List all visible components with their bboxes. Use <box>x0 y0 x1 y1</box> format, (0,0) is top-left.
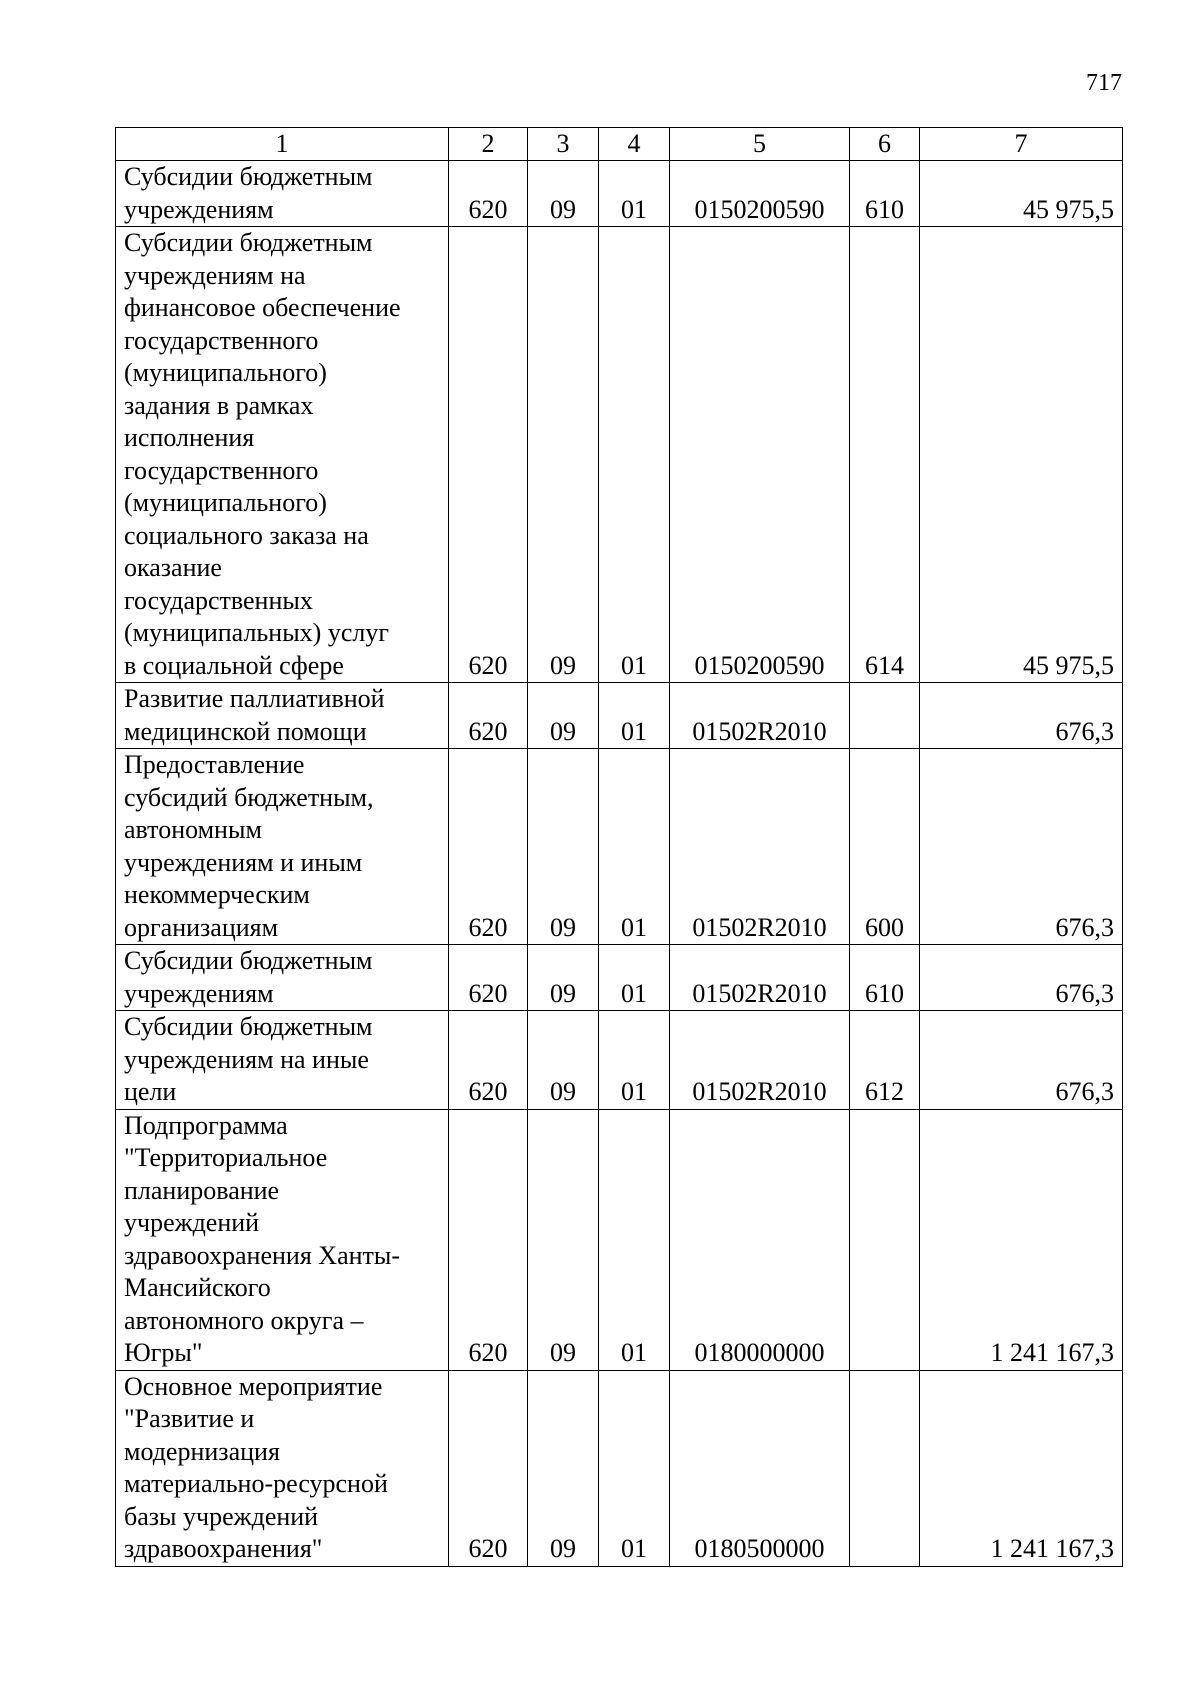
row-ved-code: 620 <box>449 1011 528 1110</box>
row-name: Развитие паллиативной медицинской помощи <box>116 683 449 749</box>
page-number: 717 <box>1086 70 1122 96</box>
row-name: Предоставление субсидий бюджетным, автономным учреждениям и иным некоммерческим организациям <box>116 749 449 945</box>
row-name: Подпрограмма "Территориальное планирование учреждений здравоохранения Ханты- Мансийского автономного округа – Югры" <box>116 1109 449 1370</box>
row-section-code: 09 <box>528 161 599 227</box>
table-row <box>116 1011 1123 1110</box>
table-row <box>116 945 1123 1011</box>
row-amount: 1 241 167,3 <box>920 1109 1123 1370</box>
row-expense-type: 610 <box>850 945 920 1011</box>
row-expense-type: 612 <box>850 1011 920 1110</box>
row-subsection-code: 01 <box>599 227 670 683</box>
column-header-2: 2 <box>449 128 528 161</box>
row-ved-code: 620 <box>449 749 528 945</box>
row-target-article: 01502R2010 <box>670 945 850 1011</box>
row-subsection-code: 01 <box>599 1011 670 1110</box>
row-amount: 676,3 <box>920 749 1123 945</box>
row-section-code: 09 <box>528 1370 599 1566</box>
table-row <box>116 161 1123 227</box>
row-subsection-code: 01 <box>599 1109 670 1370</box>
row-target-article: 0180500000 <box>670 1370 850 1566</box>
table-row <box>116 683 1123 749</box>
row-expense-type <box>850 1370 920 1566</box>
row-name: Субсидии бюджетным учреждениям <box>116 161 449 227</box>
row-ved-code: 620 <box>449 1370 528 1566</box>
table-row <box>116 1370 1123 1566</box>
row-subsection-code: 01 <box>599 161 670 227</box>
row-ved-code: 620 <box>449 945 528 1011</box>
row-section-code: 09 <box>528 945 599 1011</box>
column-header-1: 1 <box>116 128 449 161</box>
row-subsection-code: 01 <box>599 749 670 945</box>
budget-table <box>115 127 1123 1567</box>
row-ved-code: 620 <box>449 161 528 227</box>
row-section-code: 09 <box>528 683 599 749</box>
row-section-code: 09 <box>528 227 599 683</box>
table-row <box>116 749 1123 945</box>
row-expense-type: 600 <box>850 749 920 945</box>
row-name: Субсидии бюджетным учреждениям на иные цели <box>116 1011 449 1110</box>
row-subsection-code: 01 <box>599 945 670 1011</box>
row-section-code: 09 <box>528 1011 599 1110</box>
table-row <box>116 1109 1123 1370</box>
column-header-3: 3 <box>528 128 599 161</box>
row-expense-type: 610 <box>850 161 920 227</box>
row-amount: 45 975,5 <box>920 161 1123 227</box>
row-expense-type: 614 <box>850 227 920 683</box>
row-target-article: 0150200590 <box>670 161 850 227</box>
row-expense-type <box>850 1109 920 1370</box>
row-target-article: 0150200590 <box>670 227 850 683</box>
column-header-7: 7 <box>920 128 1123 161</box>
row-target-article: 0180000000 <box>670 1109 850 1370</box>
row-section-code: 09 <box>528 749 599 945</box>
table-header-row <box>116 128 1123 161</box>
column-header-6: 6 <box>850 128 920 161</box>
row-section-code: 09 <box>528 1109 599 1370</box>
column-header-4: 4 <box>599 128 670 161</box>
row-subsection-code: 01 <box>599 1370 670 1566</box>
row-name: Основное мероприятие "Развитие и модернизация материально-ресурсной базы учреждений здравоохранения" <box>116 1370 449 1566</box>
column-header-5: 5 <box>670 128 850 161</box>
row-amount: 676,3 <box>920 945 1123 1011</box>
row-name: Субсидии бюджетным учреждениям <box>116 945 449 1011</box>
row-amount: 45 975,5 <box>920 227 1123 683</box>
row-target-article: 01502R2010 <box>670 749 850 945</box>
row-ved-code: 620 <box>449 683 528 749</box>
row-target-article: 01502R2010 <box>670 683 850 749</box>
row-target-article: 01502R2010 <box>670 1011 850 1110</box>
row-name: Субсидии бюджетным учреждениям на финансовое обеспечение государственного (муниципального) задания в рамках исполнения государственного (муниципального) социального заказа на оказание государственных (муниципальных) услуг в социальной сфере <box>116 227 449 683</box>
row-subsection-code: 01 <box>599 683 670 749</box>
row-ved-code: 620 <box>449 227 528 683</box>
row-amount: 1 241 167,3 <box>920 1370 1123 1566</box>
row-ved-code: 620 <box>449 1109 528 1370</box>
table-row <box>116 227 1123 683</box>
row-amount: 676,3 <box>920 683 1123 749</box>
row-amount: 676,3 <box>920 1011 1123 1110</box>
row-expense-type <box>850 683 920 749</box>
